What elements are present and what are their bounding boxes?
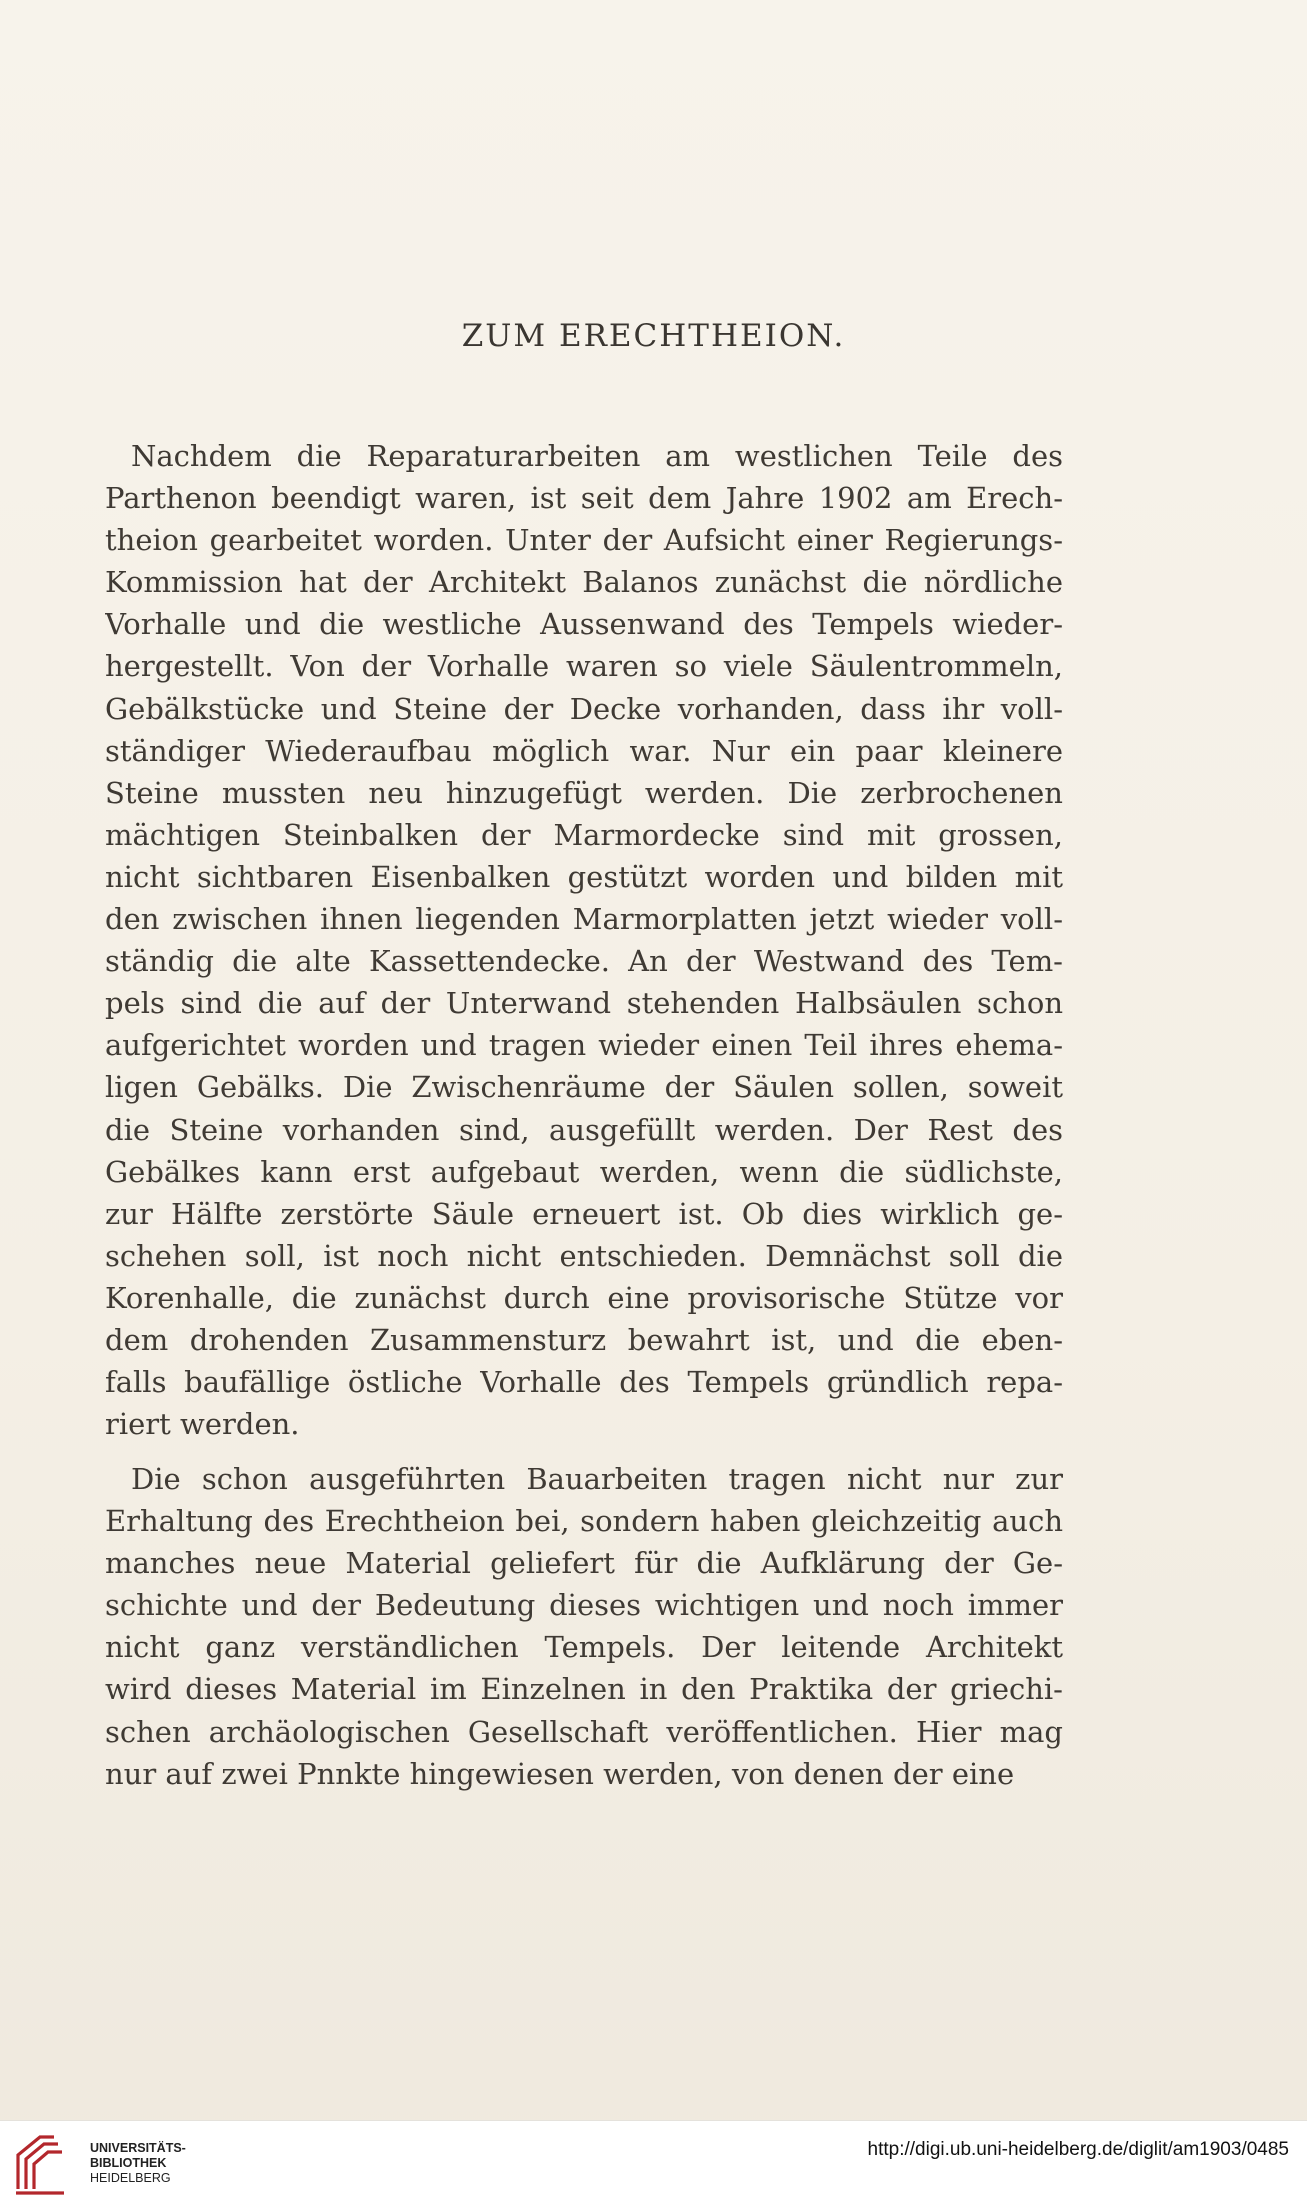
text-line: die Steine vorhanden sind, ausgefüllt werden. Der Rest des bbox=[105, 1112, 1063, 1147]
text-line: Die schon ausgeführten Bauarbeiten tragen nicht nur zur bbox=[131, 1462, 1063, 1496]
text-line: Korenhalle, die zunächst durch eine provisorische Stütze vor bbox=[105, 1280, 1063, 1315]
text-line: Nachdem die Reparaturarbeiten am westlichen Teile des bbox=[131, 439, 1063, 473]
text-line: mächtigen Steinbalken der Marmordecke sind mit grossen, bbox=[105, 817, 1063, 852]
text-line: nur auf zwei Pnnkte hingewiesen werden, von denen der eine bbox=[105, 1756, 1015, 1791]
library-name-line2: BIBLIOTHEK bbox=[90, 2156, 167, 2170]
footer-bar bbox=[0, 2120, 1307, 2205]
text-line: Erhaltung des Erechtheion bei, sondern haben gleichzeitig auch bbox=[105, 1504, 1063, 1539]
text-line: Gebälkes kann erst aufgebaut werden, wenn die südlichste, bbox=[105, 1154, 1063, 1189]
text-line: riert werden. bbox=[105, 1407, 300, 1442]
source-url[interactable]: http://digi.ub.uni-heidelberg.de/diglit/am1903/0485 bbox=[867, 2139, 1289, 2160]
library-logo[interactable] bbox=[14, 2129, 186, 2199]
text-line: Vorhalle und die westliche Aussenwand des Tempels wieder- bbox=[105, 607, 1063, 642]
text-line: Steine mussten neu hinzugefügt werden. Die zerbrochenen bbox=[105, 775, 1063, 810]
text-line: zur Hälfte zerstörte Säule erneuert ist. Ob dies wirklich ge- bbox=[105, 1196, 1063, 1231]
text-line: den zwischen ihnen liegenden Marmorplatten jetzt wieder voll- bbox=[105, 902, 1063, 937]
page-title: ZUM ERECHTHEION. bbox=[461, 318, 846, 354]
paragraph-1 bbox=[105, 435, 1063, 1445]
text-line: pels sind die auf der Unterwand stehenden Halbsäulen schon bbox=[105, 986, 1063, 1021]
paragraph-2 bbox=[105, 1458, 1063, 1795]
text-line: nicht sichtbaren Eisenbalken gestützt worden und bilden mit bbox=[105, 859, 1063, 894]
text-line: nicht ganz verständlichen Tempels. Der leitende Architekt bbox=[105, 1630, 1063, 1665]
library-logo-icon bbox=[14, 2131, 74, 2197]
text-line: ständiger Wiederaufbau möglich war. Nur ein paar kleinere bbox=[105, 733, 1063, 768]
text-line: schen archäologischen Gesellschaft veröffentlichen. Hier mag bbox=[105, 1714, 1063, 1749]
text-line: ständig die alte Kassettendecke. An der Westwand des Tem- bbox=[105, 944, 1063, 979]
text-line: Kommission hat der Architekt Balanos zunächst die nördliche bbox=[105, 565, 1063, 600]
text-line: Parthenon beendigt waren, ist seit dem Jahre 1902 am Erech- bbox=[105, 481, 1063, 516]
text-line: schichte und der Bedeutung dieses wichtigen und noch immer bbox=[105, 1588, 1063, 1623]
library-name-line3: HEIDELBERG bbox=[90, 2171, 171, 2185]
library-name-line1: UNIVERSITÄTS- bbox=[90, 2141, 186, 2155]
text-line: dem drohenden Zusammensturz bewahrt ist, und die eben- bbox=[105, 1322, 1063, 1357]
text-line: falls baufällige östliche Vorhalle des Tempels gründlich repa- bbox=[105, 1365, 1063, 1400]
text-line: aufgerichtet worden und tragen wieder einen Teil ihres ehema- bbox=[105, 1028, 1063, 1063]
text-line: ligen Gebälks. Die Zwischenräume der Säulen sollen, soweit bbox=[105, 1070, 1063, 1105]
text-line: theion gearbeitet worden. Unter der Aufsicht einer Regierungs- bbox=[105, 523, 1063, 558]
text-line: manches neue Material geliefert für die Aufklärung der Ge- bbox=[105, 1546, 1063, 1581]
text-line: Gebälkstücke und Steine der Decke vorhanden, dass ihr voll- bbox=[105, 691, 1063, 726]
library-logo-text bbox=[90, 2141, 186, 2186]
text-line: schehen soll, ist noch nicht entschieden. Demnächst soll die bbox=[105, 1238, 1063, 1273]
text-line: hergestellt. Von der Vorhalle waren so viele Säulentrommeln, bbox=[105, 649, 1063, 684]
text-line: wird dieses Material im Einzelnen in den Praktika der griechi- bbox=[105, 1672, 1063, 1707]
